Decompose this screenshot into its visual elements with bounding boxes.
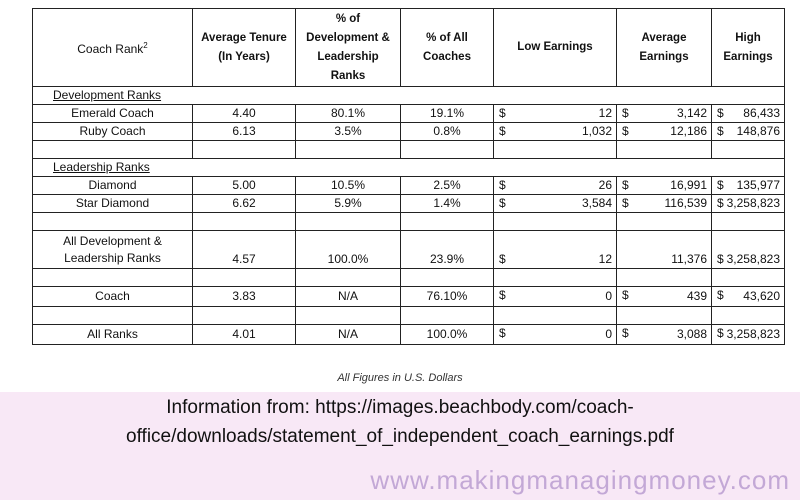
- amount: 86,433: [743, 106, 780, 120]
- pct-dev-cell: 10.5%: [296, 177, 401, 195]
- header-row: [33, 9, 785, 87]
- blank-cell: [193, 213, 296, 231]
- amount: 43,620: [743, 289, 780, 303]
- amount: 3,142: [676, 106, 707, 120]
- low-earnings-cell: [494, 287, 617, 307]
- low-earnings-cell: [494, 231, 617, 269]
- section-label: Development Ranks: [33, 87, 785, 105]
- tenure-cell: 4.40: [193, 105, 296, 123]
- blank-cell: [33, 213, 193, 231]
- pct-all-cell: 23.9%: [401, 231, 494, 269]
- table-row: [33, 177, 785, 195]
- dollar-sign: $: [622, 178, 629, 192]
- tenure-cell: 3.83: [193, 287, 296, 307]
- amount: 1,032: [581, 124, 612, 138]
- low-earnings-cell: [494, 177, 617, 195]
- amount: 116,539: [664, 196, 707, 210]
- website-watermark: www.makingmanagingmoney.com: [370, 465, 790, 495]
- amount: 439: [686, 289, 707, 303]
- average-earnings-cell: [617, 287, 712, 307]
- amount: 148,876: [736, 124, 780, 138]
- blank-cell: [617, 213, 712, 231]
- source-text: [60, 393, 740, 451]
- dollar-sign: $: [499, 106, 506, 120]
- blank-cell: [296, 141, 401, 159]
- average-earnings-cell: [617, 231, 712, 269]
- spacer-row: [33, 141, 785, 159]
- blank-cell: [296, 307, 401, 325]
- rank-name: Star Diamond: [33, 195, 193, 213]
- source-line-1: Information from: https://images.beachbody.com/coach-: [166, 397, 634, 418]
- low-earnings-cell: [494, 195, 617, 213]
- dollar-sign: $: [499, 124, 506, 138]
- average-earnings-cell: [617, 325, 712, 345]
- pct-dev-cell: 3.5%: [296, 123, 401, 141]
- dollar-sign: $: [717, 288, 724, 302]
- blank-cell: [193, 307, 296, 325]
- pct-dev-cell: N/A: [296, 325, 401, 345]
- blank-cell: [401, 213, 494, 231]
- dollar-sign: $: [622, 196, 629, 210]
- pct-all-cell: 76.10%: [401, 287, 494, 307]
- rank-name: Diamond: [33, 177, 193, 195]
- blank-cell: [193, 269, 296, 287]
- average-earnings-cell: [617, 123, 712, 141]
- blank-cell: [33, 307, 193, 325]
- blank-cell: [494, 213, 617, 231]
- amount: 12,186: [670, 124, 707, 138]
- rank-name-line1: All Development &: [63, 233, 162, 248]
- dollar-sign: $: [622, 326, 629, 340]
- spacer-row: [33, 307, 785, 325]
- header-pct-dev-leadership: % of Development & Leadership Ranks: [296, 9, 401, 87]
- amount: 26: [598, 178, 612, 192]
- high-earnings-cell: [712, 195, 785, 213]
- rank-name: Emerald Coach: [33, 105, 193, 123]
- dollar-sign: $: [499, 196, 506, 210]
- amount: 3,088: [676, 327, 707, 341]
- rank-name-line2: Leadership Ranks: [64, 250, 161, 265]
- blank-cell: [617, 307, 712, 325]
- rank-name: Coach: [33, 287, 193, 307]
- section-development-ranks: [33, 87, 785, 105]
- low-earnings-cell: [494, 325, 617, 345]
- pct-dev-cell: 100.0%: [296, 231, 401, 269]
- dollar-sign: $: [499, 252, 506, 266]
- tenure-cell: 5.00: [193, 177, 296, 195]
- header-low-earnings: Low Earnings: [494, 9, 617, 87]
- earnings-table: [32, 8, 785, 345]
- pct-dev-cell: 80.1%: [296, 105, 401, 123]
- dollar-sign: $: [717, 124, 724, 138]
- amount: 3,584: [581, 196, 612, 210]
- pct-all-cell: 1.4%: [401, 195, 494, 213]
- high-earnings-cell: [712, 231, 785, 269]
- amount: 3,258,823: [726, 196, 780, 210]
- average-earnings-cell: [617, 177, 712, 195]
- blank-cell: [33, 269, 193, 287]
- rank-name: [33, 231, 193, 269]
- average-earnings-cell: [617, 195, 712, 213]
- header-average-tenure: Average Tenure (In Years): [193, 9, 296, 87]
- dollar-sign: $: [717, 178, 724, 192]
- blank-cell: [494, 307, 617, 325]
- dollar-sign: $: [622, 106, 629, 120]
- table-row: [33, 195, 785, 213]
- high-earnings-cell: [712, 325, 785, 345]
- blank-cell: [712, 307, 785, 325]
- section-label: Leadership Ranks: [33, 159, 785, 177]
- dollar-sign: $: [499, 178, 506, 192]
- blank-cell: [712, 269, 785, 287]
- blank-cell: [33, 141, 193, 159]
- blank-cell: [296, 213, 401, 231]
- average-earnings-cell: [617, 105, 712, 123]
- high-earnings-cell: [712, 287, 785, 307]
- tenure-cell: 6.62: [193, 195, 296, 213]
- blank-cell: [401, 141, 494, 159]
- pct-all-cell: 0.8%: [401, 123, 494, 141]
- blank-cell: [193, 141, 296, 159]
- pct-dev-cell: N/A: [296, 287, 401, 307]
- table-row-total-dev-leadership: [33, 231, 785, 269]
- source-line-2: office/downloads/statement_of_independent_coach_earnings.pdf: [126, 426, 674, 447]
- blank-cell: [296, 269, 401, 287]
- dollar-sign: $: [717, 252, 724, 266]
- amount: 3,258,823: [726, 327, 780, 341]
- amount: 0: [605, 289, 612, 303]
- table-row: [33, 325, 785, 345]
- tenure-cell: 4.01: [193, 325, 296, 345]
- blank-cell: [617, 269, 712, 287]
- pct-all-cell: 2.5%: [401, 177, 494, 195]
- amount: 0: [605, 327, 612, 341]
- spacer-row: [33, 269, 785, 287]
- blank-cell: [712, 213, 785, 231]
- header-high-earnings: High Earnings: [712, 9, 785, 87]
- rank-name: Ruby Coach: [33, 123, 193, 141]
- dollar-sign: $: [499, 288, 506, 302]
- dollar-sign: $: [717, 106, 724, 120]
- blank-cell: [401, 307, 494, 325]
- pct-all-cell: 19.1%: [401, 105, 494, 123]
- blank-cell: [494, 269, 617, 287]
- section-leadership-ranks: [33, 159, 785, 177]
- dollar-sign: $: [717, 196, 724, 210]
- footnote: All Figures in U.S. Dollars: [337, 372, 463, 384]
- dollar-sign: $: [499, 326, 506, 340]
- pct-dev-cell: 5.9%: [296, 195, 401, 213]
- tenure-cell: 6.13: [193, 123, 296, 141]
- low-earnings-cell: [494, 123, 617, 141]
- blank-cell: [494, 141, 617, 159]
- header-average-earnings: Average Earnings: [617, 9, 712, 87]
- header-pct-all-coaches: % of All Coaches: [401, 9, 494, 87]
- tenure-cell: 4.57: [193, 231, 296, 269]
- header-coach-rank: Coach Rank$^2$: [33, 9, 193, 87]
- pct-all-cell: 100.0%: [401, 325, 494, 345]
- blank-cell: [617, 141, 712, 159]
- table-row: [33, 105, 785, 123]
- dollar-sign: $: [622, 124, 629, 138]
- amount: 12: [598, 252, 612, 266]
- amount: 12: [598, 106, 612, 120]
- table-row: [33, 287, 785, 307]
- amount: 11,376: [671, 252, 707, 266]
- dollar-sign: $: [717, 326, 724, 340]
- high-earnings-cell: [712, 123, 785, 141]
- amount: 3,258,823: [726, 252, 780, 266]
- blank-cell: [401, 269, 494, 287]
- dollar-sign: $: [622, 288, 629, 302]
- spacer-row: [33, 213, 785, 231]
- amount: 16,991: [670, 178, 707, 192]
- blank-cell: [712, 141, 785, 159]
- amount: 135,977: [736, 178, 780, 192]
- high-earnings-cell: [712, 105, 785, 123]
- table-row: [33, 123, 785, 141]
- rank-name: All Ranks: [33, 325, 193, 345]
- low-earnings-cell: [494, 105, 617, 123]
- high-earnings-cell: [712, 177, 785, 195]
